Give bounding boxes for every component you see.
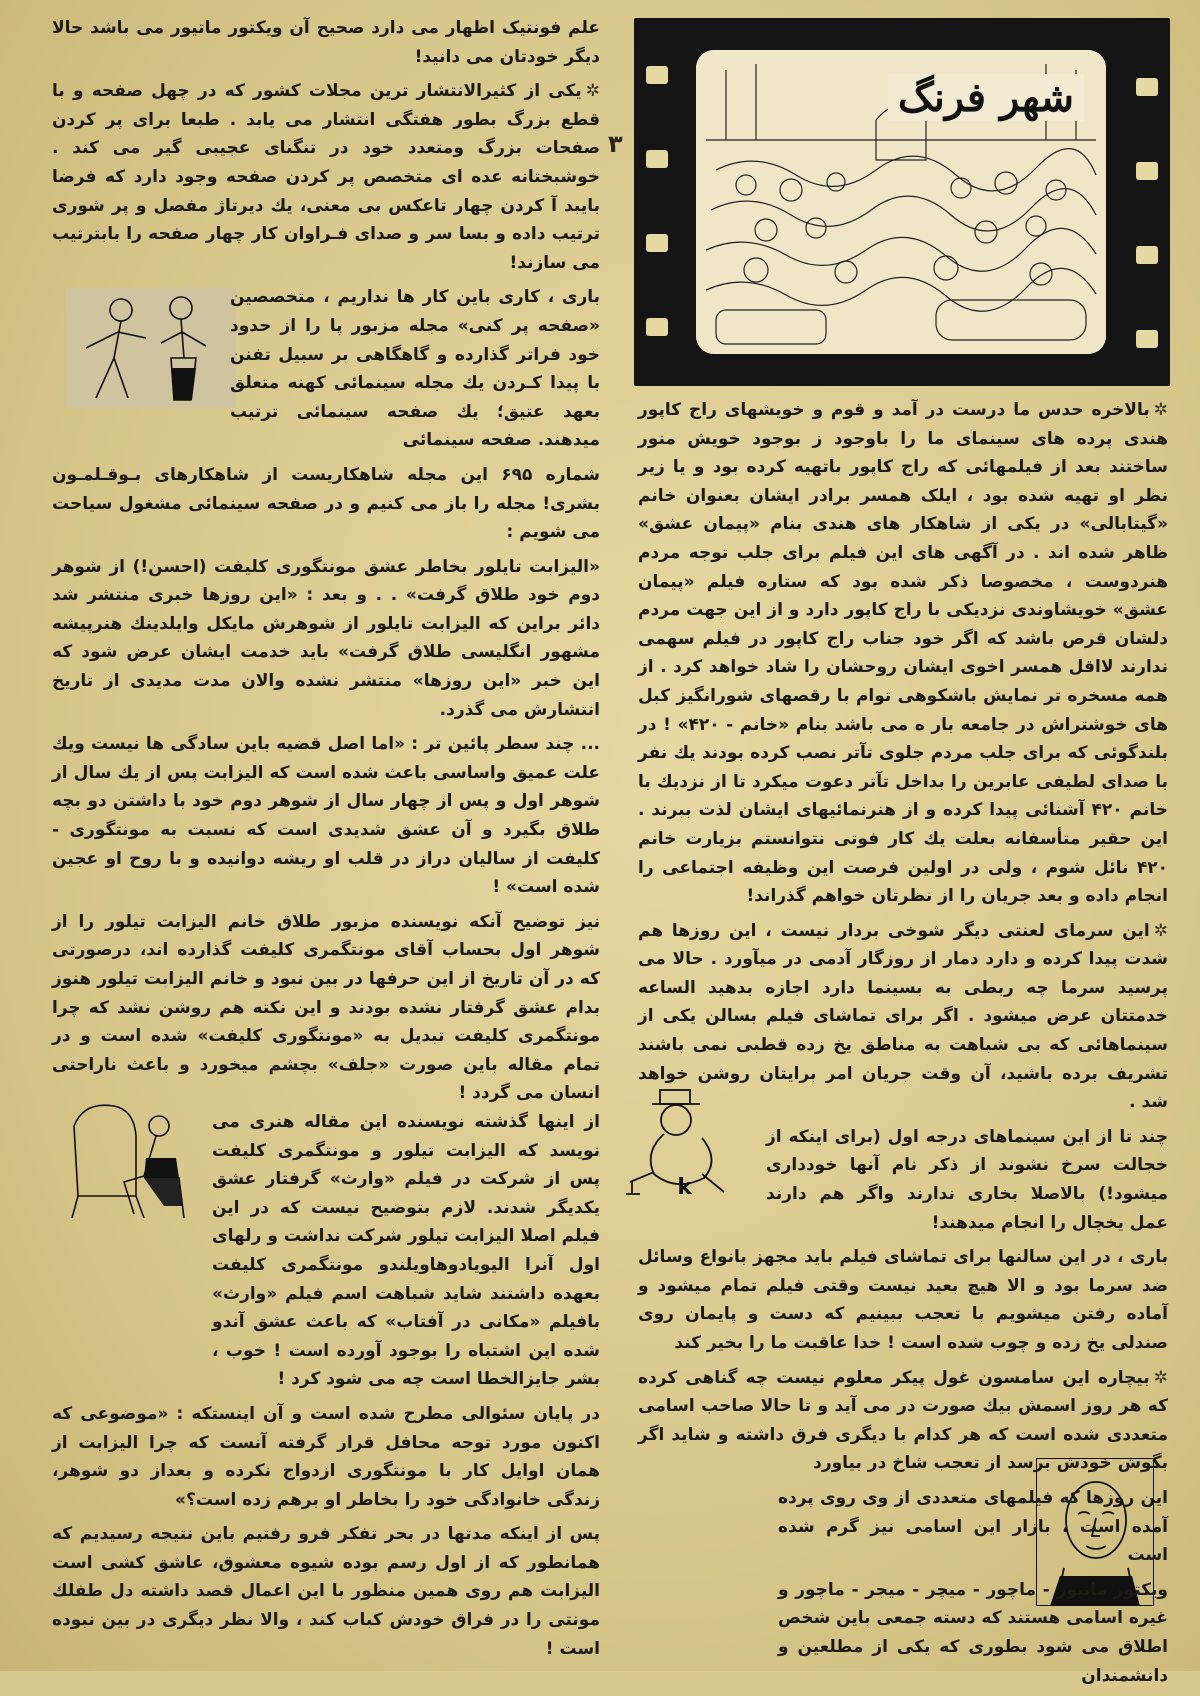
paragraph-text: بالاخره حدس ما درست در آمد و قوم و خویشهای راج کاپور هندی پرده های سینمای ما را باوجود ز بوجود خویش منور ساختند بعد از فیلمهائی که راج کاپور باتهیه کرده بود و یا زیر نظر او تهیه شده بود ، ایلک همسر برادر ایشان بعنوان خانم «گیتابالی» در یکی از شاهکار های هندی بنام «پیمان عشق» ظاهر شده اند . در آگهی های این فیلم برای جلب توجه مردم هنردوست ، مخصوصا ذکر شده بود که ستاره فیلم «پیمان عشق» خویشاوندی نزدیکی با راج کاپور دارد و از این جهت مردم دلشان قرص باشد که اگر خود جناب راج کاپور در فیلم سهمی ندارند لااقل همسر اخوی ایشان روحشان را شاد خواهد کرد . از همه مسخره تر نمایش باشکوهی توام با رقصهای شورانگیز کبل های خوشتراش در جامعه بار ه می باشد بنام «خانم - ۴۲۰» ! در بلندگوئی که برای جلب مردم جلوی تآتر نصب کرده بودند یك نفر با صدای لطیفی عابرین را بداخل تآتر دعوت میکرد تا از نزدیك با خانم ۴۲۰ آشنائی پیدا کرده و از هنرنمائیهای ایشان لذت ببرند . این حقیر متأسفانه بعلت یك کار فوتی نتوانستم بزیارت خانم ۴۲۰ نائل شوم ، ولی در اولین فرصت این وظیفه اجتماعی را انجام داده و بعد جریان را از نظرتان خواهم گذراند!	[638, 400, 1168, 907]
paragraph: باری ، کاری باین کار ها نداریم ، متخصصین «صفحه پر کنی» مجله مزبور پا را از حدود خود فراتر گذارده و گاهگاهی بر سبیل تفنن با پیدا کـردن یك مجله سینمائی کهنه متعلق بعهد عتیق؛ یك صفحه سینمائی ترتیب میدهند. صفحه سینمائی	[230, 287, 600, 451]
film-strip-header	[634, 18, 1170, 386]
paragraph: علم فونتیک اظهار می دارد صحیح آن ویکتور ماتیور می باشد حالا دیگر خودتان می دانید!	[52, 18, 600, 67]
paragraph: «الیزابت تایلور بخاطر عشق مونتگوری کلیفت (احسن!) از شوهر دوم خود طلاق گرفت» . . و بعد : «این روزها خبری منتشر شد دائر براین که الیزابت تایلور از شوهرش مایکل وایلدینك هنرپیشه مشهور انگلیسی طلاق گرفت» باید خدمت ایشان عرض شود که این خبر «این روزها» منتشر نشده والان مدت مدیدی از تاریخ انتشارش می گذرد.	[52, 556, 600, 720]
film-sprocket-hole	[1136, 78, 1158, 96]
film-sprocket-hole	[646, 234, 668, 252]
film-sprocket-hole	[646, 66, 668, 84]
paragraph: این روزها که فیلمهای متعددی از وی روی پرده آمده است ، بازار این اسامی نیز گرم شده است	[778, 1487, 1168, 1566]
paragraph: در پایان سئوالی مطرح شده است و آن اینستکه : «موضوعی که اکنون مورد توجه محافل قرار گرفته آنست که چرا الیزابت از همان اوایل کار با مونتگوری ازدواج نکرده و بعداز دو شوهر، زندگی خانوادگی خود را بخاطر او برهم زده است؟»	[52, 1403, 600, 1510]
paragraph: پس از اینکه مدتها در بحر تفکر فرو رفتیم باین نتیجه رسیدیم که همانطور که از اول رسم بوده شیوه معشوق، عاشق کشی است الیزابت هم روی همین منظور با این اعمال قصد داشته دل طفلك مونتی را در فراق خودش کباب کند ، والا نظر دیگری در بین نبوده است !	[52, 1524, 600, 1659]
svg-text:k: k	[677, 1175, 692, 1200]
paragraph	[638, 396, 1168, 911]
star-bullet-icon: ✲	[1153, 1367, 1168, 1388]
paragraph-text: این سرمای لعنتی دیگر شوخی بردار نیست ، این روزها هم شدت پیدا کرده و دارد دمار از روزگار آدمی در میآورد . حالا می پرسید سرما چه ربطی به بسینما دارد اجازه بدهید الساعه خدمتتان عرض میشود . اگر برای تماشای فیلم بسالن یکی از سینماهائی که بی شباهت به مناطق یخ زده قطبی نمی باشند تشریف برده باشید، آن وقت جریان امر برایتان روشن خواهد شد .	[638, 920, 1168, 1113]
paragraph	[52, 77, 600, 277]
star-bullet-icon: ✲	[1153, 920, 1168, 941]
left-column	[52, 14, 600, 1669]
paragraph: ویکتور ماتیور - ماچور - میچر - میجر - ماچور و غیره اسامی هستند که دسته جمعی باین شخص اطلاق می شود بطوری که یکی از مطلعین و دانشمندان	[778, 1579, 1168, 1686]
film-sprocket-hole	[646, 318, 668, 336]
paragraph: شماره ۶۹۵ این مجله شاهکاریست از شاهکارهای بـوقـلمـون بشری! مجله را باز می کنیم و در صفحه سینمائی مشغول سیاحت می شویم :	[52, 464, 600, 543]
star-bullet-icon: ✲	[1153, 400, 1168, 420]
paragraph: باری ، در این سالنها برای تماشای فیلم باید مجهز بانواع وسائل ضد سرما بود و الا هیچ بعید نیست وقتی فیلم تمام میشود و آماده رفتن میشویم با تعجب ببینیم که دست و پایمان روی صندلی یخ زده و چوب شده است ! خدا عاقبت ما را بخیر کند	[638, 1247, 1168, 1353]
right-column	[638, 396, 1168, 1696]
film-sprocket-hole	[1136, 330, 1158, 348]
paragraph	[638, 917, 1168, 1117]
film-sprocket-hole	[1136, 162, 1158, 180]
paragraph: از اینها گذشته نویسنده این مقاله هنری می نویسد که الیزابت تیلور و مونتگمری کلیفت پس از شرکت در فیلم «وارث» گرفتار عشق یکدیگر شدند. لازم بتوضیح نیست که در این فیلم اصلا الیزابت تیلور شرکت نداشت و رلهای اول آنرا الیویادوهاویلندو مونتگمری کلیفت بعهده داشتند شاید شباهت اسم فیلم «وارث» بافیلم «مکانی در آفتاب» که باعث عشق آندو شده این اشتباه را بوجود آورده است ! خوب ، بشر جایزالخطا است چه می شود کرد !	[212, 1111, 600, 1390]
film-sprocket-hole	[1136, 246, 1158, 264]
paragraph	[638, 1364, 1168, 1478]
star-bullet-icon: ✲	[585, 81, 600, 102]
page-number: ۳	[608, 130, 623, 158]
paragraph: ... چند سطر پائین تر : «اما اصل قضیه باین سادگی ها نیست ویك علت عمیق واساسی باعث شده است که الیزابت پس از یك سال از شوهر اول و پس از چهار سال از شوهر دوم خود با داشتن دو بچه طلاق بگیرد و آن عشق شدیدی است که نسبت به مونتگوری - کلیفت از سالیان دراز در قلب او ریشه دوانیده و با روح او عجین شده است» !	[52, 734, 600, 898]
page-header-title: شهر فرنگ	[888, 74, 1084, 121]
film-sprocket-hole	[646, 150, 668, 168]
paragraph: چند تا از این سینماهای درجه اول (برای اینکه از خجالت سرخ نشوند از ذکر نام آنها خودداری میشود!) بالاصلا بخاری ندارند واگر هم دارند عمل یخچال را انجام میدهند!	[766, 1126, 1168, 1233]
paragraph-text: یکی از کثیرالانتشار ترین مجلات کشور که در چهل صفحه و با قطع بزرگ بطور هفتگی انتشار می یابد . طبعا برای پر کردن صفحات بزرگ ومتعدد خود در تنگنای عجیبی گیر می کند . خوشبختانه عده ای متخصص پر کردن صفحه وجود دارد که فرضا بایبد آ کردن چهار تاعکس بی معنی، یك دیرتاژ مفصل و پر شوری ترتیب داده و بسا سر و صدای فـراوان کار چهار صفحه را بابترتیب می سازند!	[52, 81, 600, 273]
cinema-audience-illustration	[696, 50, 1106, 354]
paragraph-text: بیچاره این سامسون غول پیکر معلوم نیست چه گناهی کرده که هر روز اسمش بیك صورت در می آید و تا حالا صاحب اسامی متعددی شده است که هر کدام با دیگری فرق داشته و شاید اگر بگوش خودش برسد از تعجب شاخ در بیاورد	[638, 1367, 1168, 1474]
paragraph: نیز توضیح آنکه نویسنده مزبور طلاق خانم الیزابت تیلور را از شوهر اول بحساب آقای مونتگمری کلیفت گذارده اند، درصورتی که در آن تاریخ از این حرفها در بین نبود و خانم الیزابت تیلور هنوز بدام عشق گرفتار نشده بودند و این نکته هم روشن نشد که چرا مونتگمری کلیفت تبدیل به «مونتگوری کلیفت» شده است و در تمام مقاله باین صورت «جلف» بچشم میخورد و باعث ناراحتی انسان می گردد !	[52, 911, 600, 1104]
